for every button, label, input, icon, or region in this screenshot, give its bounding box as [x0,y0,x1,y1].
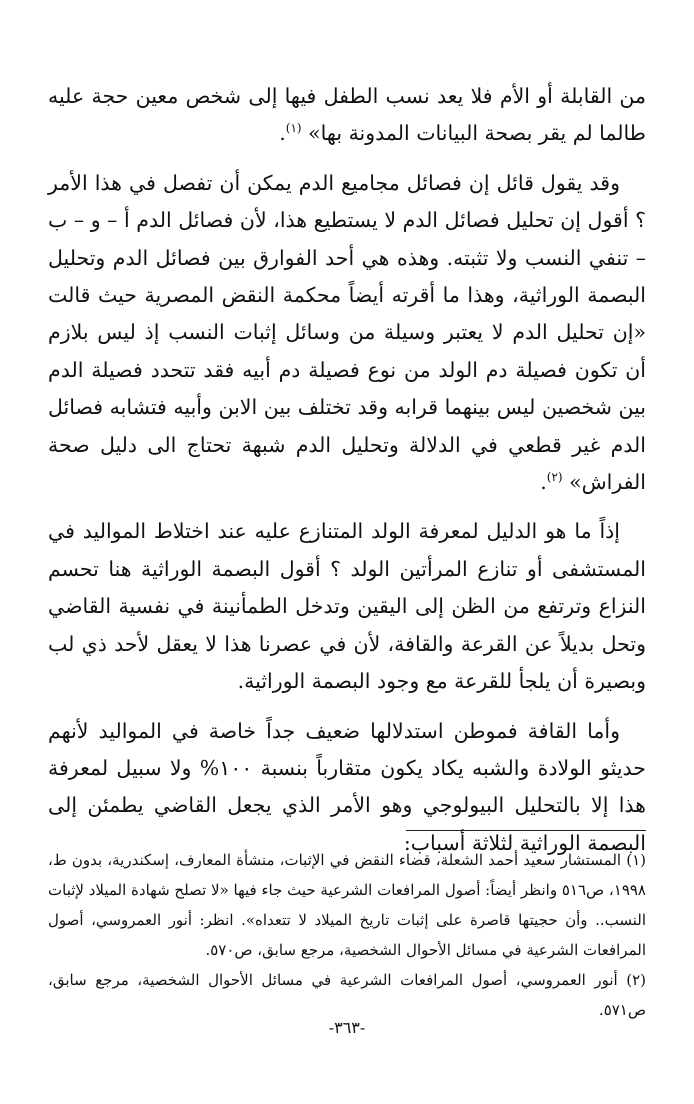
paragraph-1-text: من القابلة أو الأم فلا يعد نسب الطفل فيها إلى شخص معين حجة عليه طالما لم يقر بصحة البيانات المدونة بها» [48,84,646,146]
footnote-ref-2: (٢) [546,470,563,485]
paragraph-4 [48,713,646,863]
footnote-ref-1: (١) [285,121,302,136]
paragraph-3 [48,513,646,700]
footnote-1: (١) المستشار سعيد أحمد الشعلة، قضاء النقض في الإثبات، منشأة المعارف، إسكندرية، بدون ط، ١٩٩٨، ص٥١٦ وانظر أيضاً: أصول المرافعات الشرعية حيث جاء فيها «لا تصلح شهادة الميلاد لإثبات النسب.. وأن حجيتها قاصرة على إثبات تاريخ الميلاد لا تتعداه». انظر: أنور العمروسي، أصول المرافعات الشرعية في مسائل الأحوال الشخصية، مرجع سابق، ص٥٧٠. [48,851,646,959]
page-number: -٣٦٣- [328,1018,366,1037]
footnote-2: (٢) أنور العمروسي، أصول المرافعات الشرعية في مسائل الأحوال الشخصية، مرجع سابق، ص٥٧١. [48,971,646,1019]
paragraph-1-tail: . [279,121,286,146]
main-text [48,78,646,862]
paragraph-2 [48,165,646,502]
footnote-separator [406,830,646,831]
page-body [48,78,646,862]
footnotes [48,845,646,1025]
paragraph-2-tail: . [540,470,547,495]
paragraph-4-text: وأما القافة فموطن استدلالها ضعيف جداً خاصة في المواليد لأنهم حديثو الولادة والشبه يكاد يكون متقارباً بنسبة ١٠٠% ولا سبيل لمعرفة هذا إلا بالتحليل البيولوجي وهو الأمر الذي يجعل القاضي يطمئن إلى البصمة الوراثية لثلاثة أسباب: [48,718,646,855]
paragraph-3-text: إذاً ما هو الدليل لمعرفة الولد المتنازع عليه عند اختلاط المواليد في المستشفى أو تنازع المرأتين الولد ؟ أقول البصمة الوراثية هنا تحسم النزاع وترتفع من الظن إلى اليقين وتدخل الطمأنينة في نفسية القاضي وتحل بديلاً عن القرعة والقافة، لأن في عصرنا هذا لا يعقل لأحد ذي لب وبصيرة أن يلجأ للقرعة مع وجود البصمة الوراثية. [48,519,646,694]
paragraph-2-text: وقد يقول قائل إن فصائل مجاميع الدم يمكن أن تفصل في هذا الأمر ؟ أقول إن تحليل فصائل الدم لا يستطيع هذا، لأن فصائل الدم أ – و – ب – تنفي النسب ولا تثبته. وهذه هي أحد الفوارق بين فصائل الدم وتحليل البصمة الوراثية، وهذا ما أقرته أيضاً محكمة النقض المصرية حيث قالت «إن تحليل الدم لا يعتبر وسيلة من وسائل إثبات النسب إذ ليس بلازم أن تكون فصيلة دم الولد من نوع فصيلة دم أبيه فقد تتحدد فصيلة الدم بين شخصين ليس بينهما قرابه وقد تختلف بين الابن وأبيه فتشابه فصائل الدم غير قطعي في الدلالة وتحليل الدم شبهة تحتاج الى دليل صحة الفراش» [48,170,646,495]
paragraph-1 [48,78,646,153]
